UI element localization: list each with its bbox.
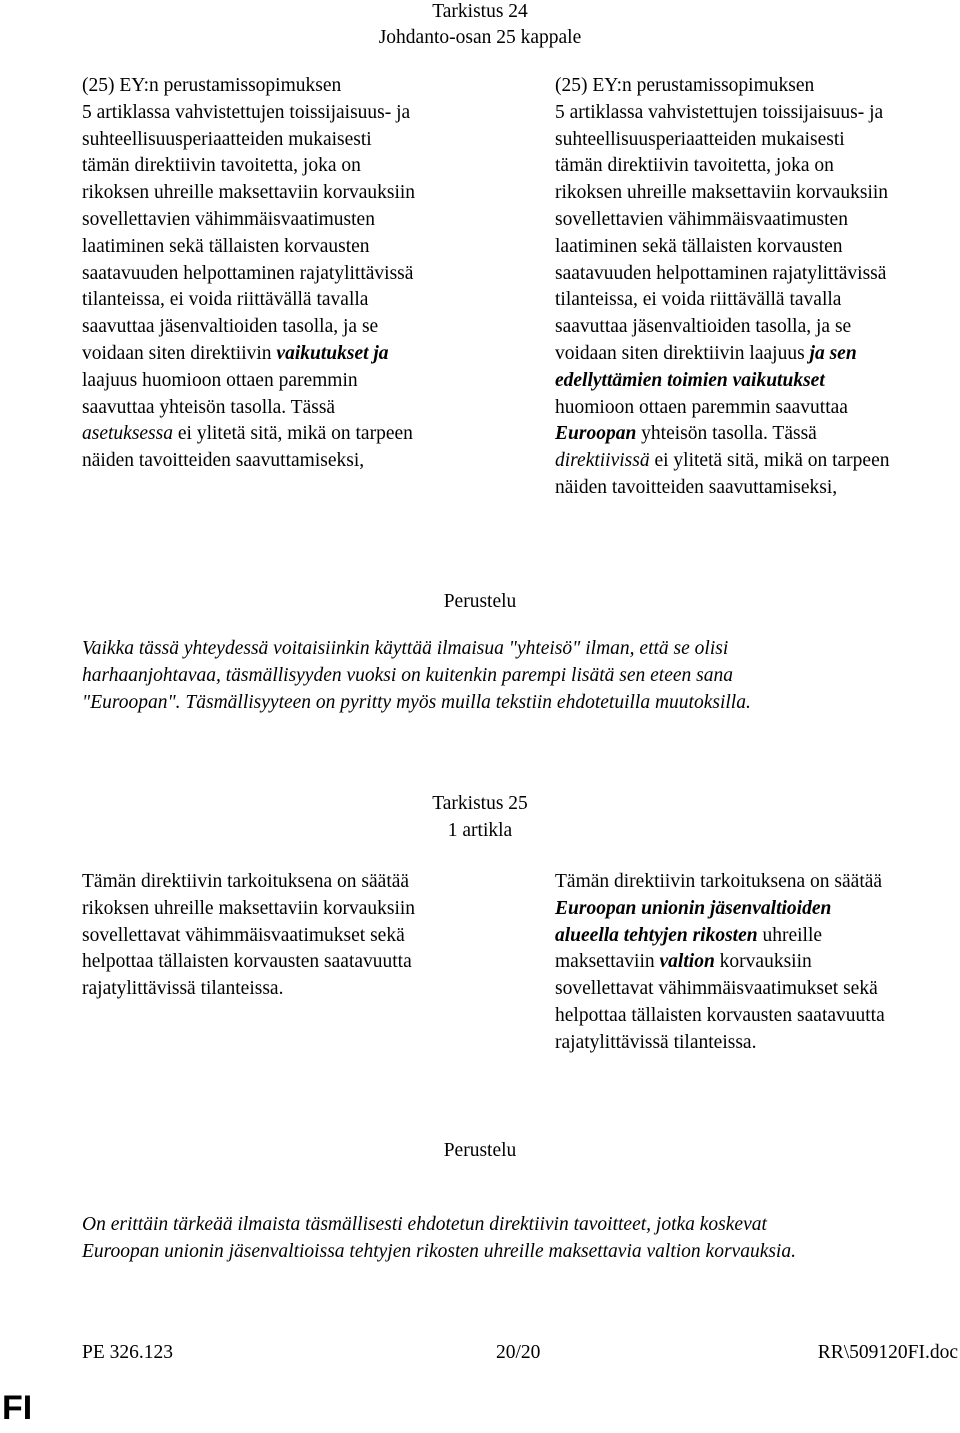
text-line bbox=[555, 421, 960, 448]
justification-heading: Perustelu bbox=[443, 591, 517, 612]
text-line: (25) EY:n perustamissopimuksen bbox=[82, 75, 342, 96]
text-run: voidaan siten direktiivin laajuus bbox=[555, 342, 810, 364]
text-line: 5 artiklassa vahvistettujen toissijaisuus- ja bbox=[82, 101, 411, 123]
text-line: Vaikka tässä yhteydessä voitaisiinkin käyttää ilmaisua "yhteisö" ilman, että se olisi bbox=[82, 638, 729, 659]
amendment-24-subtitle: Johdanto-osan 25 kappale bbox=[378, 27, 582, 48]
text-run: yhteisön tasolla. Tässä bbox=[636, 423, 817, 445]
text-run: uhreille bbox=[757, 924, 823, 946]
text-line: harhaanjohtavaa, täsmällisyyden vuoksi on kuitenkin parempi lisätä sen eteen sana bbox=[82, 664, 733, 686]
text-line: tämän direktiivin tavoitetta, joka on bbox=[555, 155, 834, 177]
text-line: sovellettavat vähimmäisvaatimukset sekä bbox=[82, 924, 405, 946]
inserted-text-line: edellyttämien toimien vaikutukset bbox=[555, 369, 825, 391]
amendment-25-original-text bbox=[82, 869, 502, 1003]
amendment-25-title: Tarkistus 25 bbox=[432, 793, 528, 814]
text-line: näiden tavoitteiden saavuttamiseksi, bbox=[82, 450, 365, 472]
text-line: saavuttaa jäsenvaltioiden tasolla, ja se bbox=[555, 316, 852, 338]
text-line: rikoksen uhreille maksettaviin korvauksiin bbox=[82, 897, 416, 919]
text-run: maksettaviin bbox=[555, 951, 660, 973]
text-line: laatiminen sekä tällaisten korvausten bbox=[555, 235, 843, 257]
text-line bbox=[555, 341, 960, 368]
text-line: tämän direktiivin tavoitetta, joka on bbox=[82, 155, 361, 177]
footer-page-number: 20/20 bbox=[496, 1342, 541, 1363]
footer-file-name: RR\509120FI.doc bbox=[817, 1342, 958, 1363]
text-line: Euroopan unionin jäsenvaltioissa tehtyjen rikosten uhreille maksettavia valtion korvauksia. bbox=[82, 1240, 796, 1262]
text-run: voidaan siten direktiivin bbox=[82, 342, 277, 364]
text-line: saatavuuden helpottaminen rajatylittävissä bbox=[82, 262, 414, 284]
text-line: Tämän direktiivin tarkoituksena on säätää bbox=[82, 871, 410, 892]
text-line: rajatylittävissä tilanteissa. bbox=[555, 1031, 757, 1053]
changed-word: direktiivissä bbox=[555, 450, 650, 472]
text-line: tilanteissa, ei voida riittävällä tavalla bbox=[82, 289, 369, 311]
text-line: sovellettavien vähimmäisvaatimusten bbox=[555, 208, 848, 230]
text-line: rajatylittävissä tilanteissa. bbox=[82, 978, 284, 1000]
inserted-text: valtion bbox=[659, 951, 715, 973]
text-line: sovellettavat vähimmäisvaatimukset sekä bbox=[555, 978, 878, 1000]
text-line: (25) EY:n perustamissopimuksen bbox=[555, 75, 815, 96]
text-run: ei ylitetä sitä, mikä on tarpeen bbox=[649, 450, 890, 472]
justification-heading: Perustelu bbox=[443, 1140, 517, 1161]
text-line: sovellettavien vähimmäisvaatimusten bbox=[82, 208, 375, 230]
text-line: saavuttaa jäsenvaltioiden tasolla, ja se bbox=[82, 316, 379, 338]
text-line: rikoksen uhreille maksettaviin korvauksiin bbox=[555, 182, 889, 204]
justification-text bbox=[82, 1212, 882, 1266]
text-line bbox=[82, 421, 502, 448]
justification-text bbox=[82, 636, 882, 716]
inserted-text-line: Euroopan unionin jäsenvaltioiden bbox=[555, 897, 832, 919]
text-line: laatiminen sekä tällaisten korvausten bbox=[82, 235, 370, 257]
text-line: suhteellisuusperiaatteiden mukaisesti bbox=[82, 128, 372, 150]
amendment-25-subtitle: 1 artikla bbox=[447, 820, 513, 841]
text-line: "Euroopan". Täsmällisyyteen on pyritty myös muilla tekstiin ehdotetuilla muutoksilla. bbox=[82, 691, 751, 713]
language-code: FI bbox=[2, 1389, 33, 1427]
inserted-text: ja sen bbox=[809, 342, 857, 364]
text-line: laajuus huomioon ottaen paremmin bbox=[82, 369, 358, 391]
text-line bbox=[555, 448, 960, 475]
text-line: saatavuuden helpottaminen rajatylittävissä bbox=[555, 262, 887, 284]
inserted-text: alueella tehtyjen rikosten bbox=[555, 924, 758, 946]
text-line bbox=[555, 923, 960, 950]
text-line: näiden tavoitteiden saavuttamiseksi, bbox=[555, 476, 838, 498]
changed-word: asetuksessa bbox=[82, 423, 173, 445]
text-line: saavuttaa yhteisön tasolla. Tässä bbox=[82, 396, 336, 418]
amendment-24-amended-text bbox=[555, 73, 960, 502]
text-line: huomioon ottaen paremmin saavuttaa bbox=[555, 396, 848, 418]
text-line bbox=[82, 341, 502, 368]
text-line: tilanteissa, ei voida riittävällä tavalla bbox=[555, 289, 842, 311]
amendment-25-amended-text bbox=[555, 869, 960, 1057]
amendment-24-title: Tarkistus 24 bbox=[432, 1, 528, 22]
text-line bbox=[555, 949, 960, 976]
text-line: Tämän direktiivin tarkoituksena on säätää bbox=[555, 871, 883, 892]
text-line: helpottaa tällaisten korvausten saatavuutta bbox=[82, 951, 412, 973]
text-run: ei ylitetä sitä, mikä on tarpeen bbox=[173, 423, 413, 445]
text-run: korvauksiin bbox=[714, 951, 812, 973]
text-line: rikoksen uhreille maksettaviin korvauksiin bbox=[82, 182, 416, 204]
inserted-text: Euroopan bbox=[555, 423, 637, 445]
footer-doc-reference: PE 326.123 bbox=[82, 1342, 174, 1363]
text-line: suhteellisuusperiaatteiden mukaisesti bbox=[555, 128, 845, 150]
text-line: helpottaa tällaisten korvausten saatavuutta bbox=[555, 1004, 885, 1026]
text-line: On erittäin tärkeää ilmaista täsmällisesti ehdotetun direktiivin tavoitteet, jotka koskevat bbox=[82, 1214, 767, 1235]
amendment-24-original-text bbox=[82, 73, 502, 475]
deleted-text: vaikutukset ja bbox=[276, 342, 389, 364]
text-line: 5 artiklassa vahvistettujen toissijaisuus- ja bbox=[555, 101, 884, 123]
